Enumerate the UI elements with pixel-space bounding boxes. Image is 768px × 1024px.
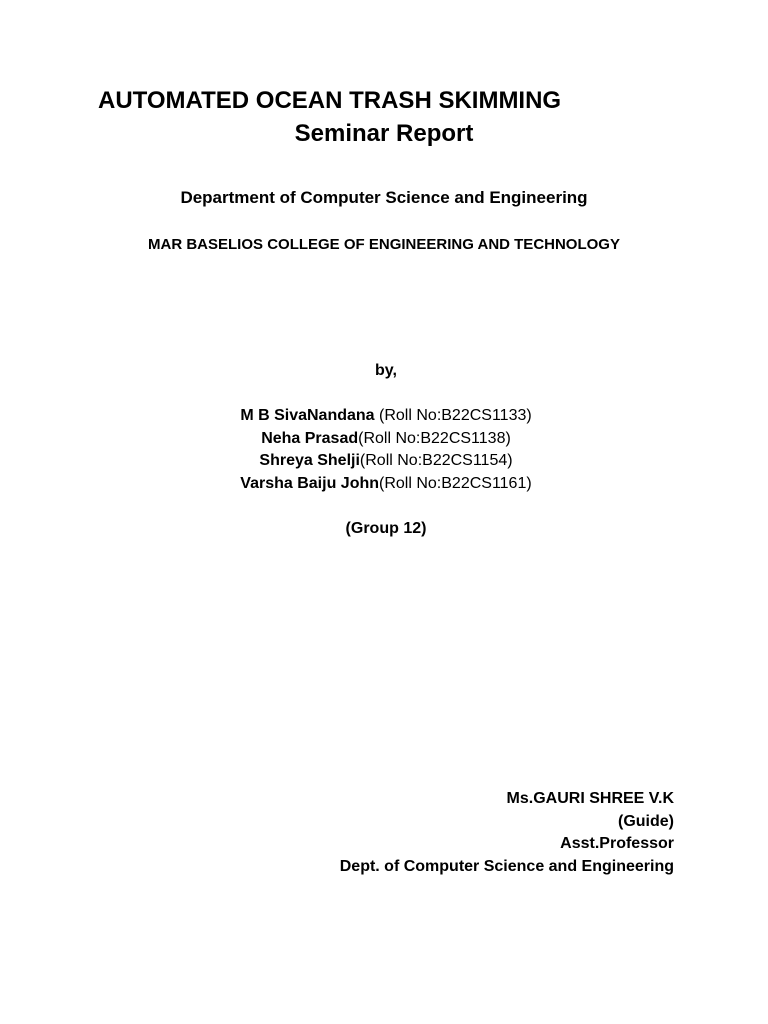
by-label: by, <box>375 362 397 379</box>
guide-department: Dept. of Computer Science and Engineering <box>339 858 674 875</box>
guide-role: (Guide) <box>618 813 674 830</box>
member-name: Neha Prasad <box>261 430 359 447</box>
member-roll: (Roll No:B22CS1161) <box>379 475 532 492</box>
group-label: (Group 12) <box>345 520 427 537</box>
member-name: Varsha Baiju John <box>240 475 380 492</box>
guide-designation: Asst.Professor <box>560 835 674 852</box>
member-line <box>0 407 768 425</box>
department-name: Department of Computer Science and Engineering <box>180 188 588 207</box>
member-line <box>0 430 768 448</box>
member-line <box>0 452 768 470</box>
guide-name: Ms.GAURI SHREE V.K <box>506 790 674 807</box>
member-line <box>0 475 768 493</box>
college-name: MAR BASELIOS COLLEGE OF ENGINEERING AND TECHNOLOGY <box>148 236 620 253</box>
report-title: AUTOMATED OCEAN TRASH SKIMMING <box>98 87 562 114</box>
member-roll: (Roll No:B22CS1133) <box>374 407 532 424</box>
member-roll: (Roll No:B22CS1154) <box>359 452 513 469</box>
member-name: Shreya Shelji <box>259 452 360 469</box>
report-subtitle: Seminar Report <box>294 120 474 147</box>
member-roll: (Roll No:B22CS1138) <box>358 430 511 447</box>
member-name: M B SivaNandana <box>240 407 375 424</box>
